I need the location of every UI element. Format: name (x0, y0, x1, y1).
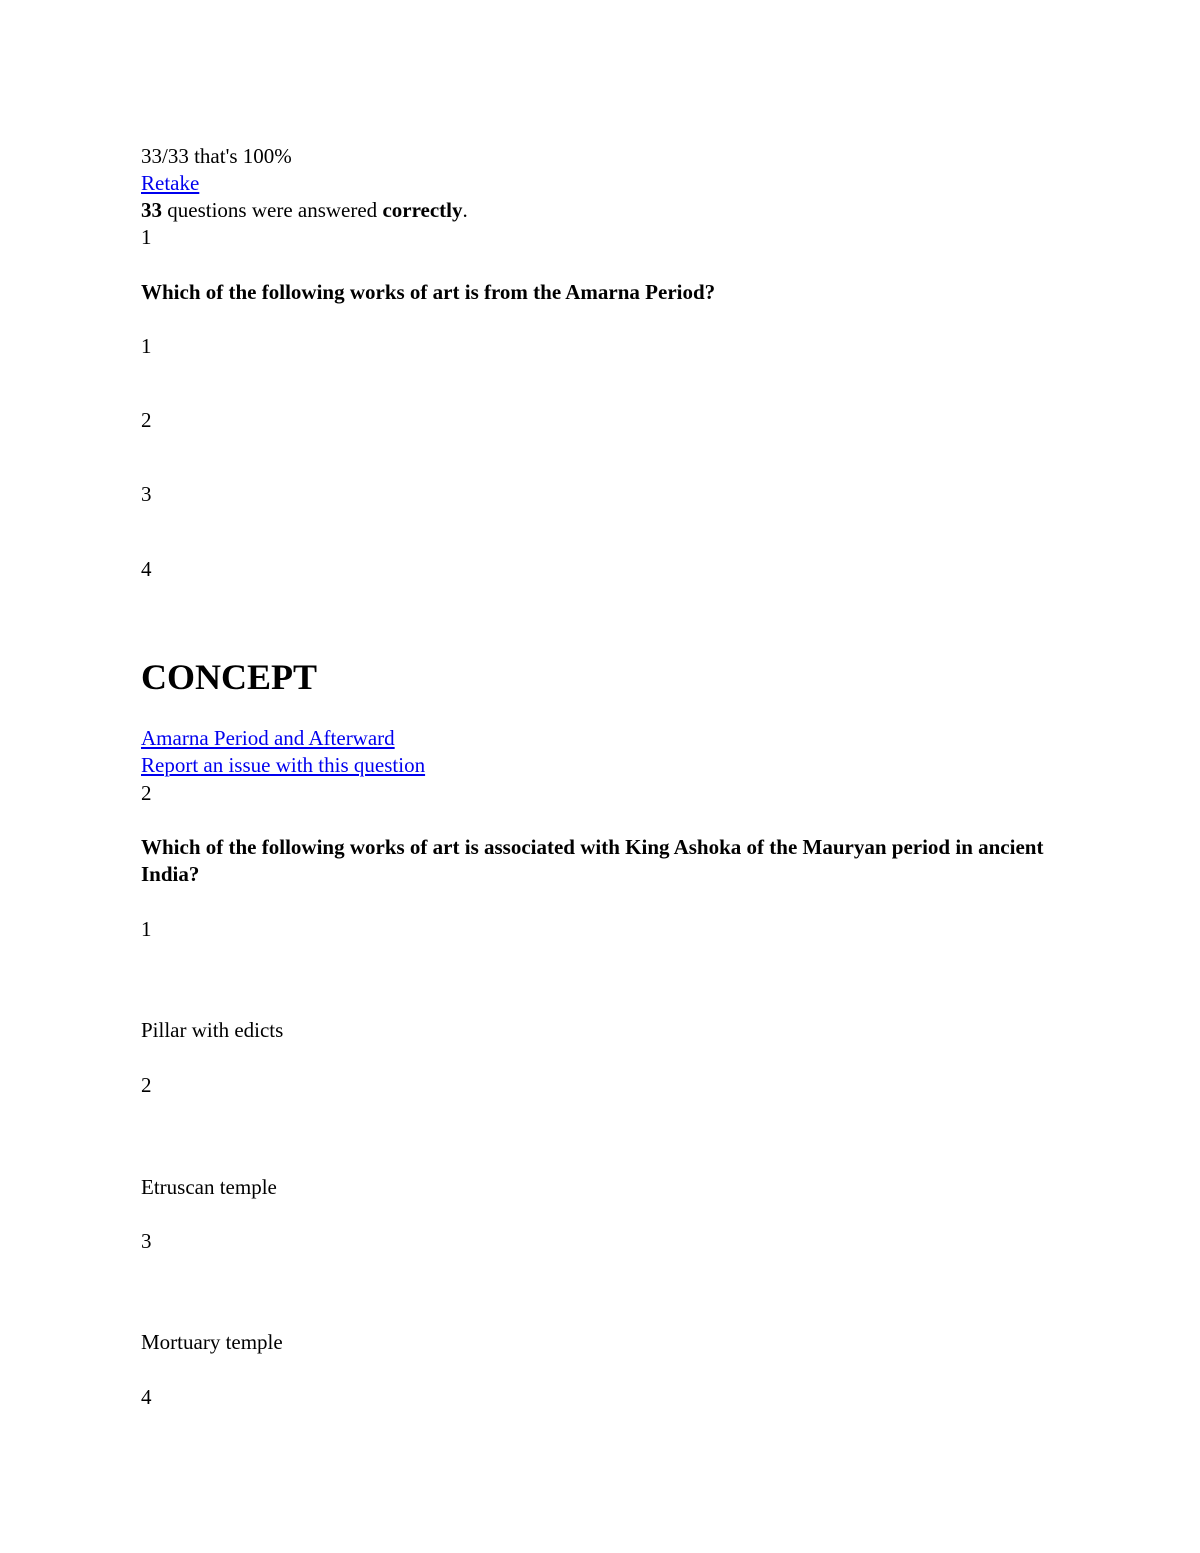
correct-end: . (462, 198, 468, 222)
concept-topic-wrap (141, 725, 395, 752)
question-2-option-1-number[interactable]: 1 (141, 917, 152, 941)
question-2-option-3-label[interactable]: Mortuary temple (141, 1330, 283, 1354)
question-1-option-1[interactable]: 1 (141, 334, 152, 358)
retake-link-wrap (141, 170, 199, 197)
score-summary: 33/33 that's 100% (141, 144, 292, 168)
report-issue-wrap (141, 752, 425, 779)
question-1-option-2[interactable]: 2 (141, 408, 152, 432)
question-1-option-4[interactable]: 4 (141, 557, 152, 581)
question-1-text: Which of the following works of art is from the Amarna Period? (141, 280, 716, 304)
retake-link[interactable]: Retake (141, 171, 200, 195)
question-1-number: 1 (141, 225, 152, 249)
concept-heading: CONCEPT (141, 657, 318, 697)
report-issue-link[interactable]: Report an issue with this question (141, 753, 426, 777)
concept-topic-link[interactable]: Amarna Period and Afterward (141, 726, 395, 750)
correct-word: correctly (382, 198, 463, 222)
question-2-option-2-label[interactable]: Etruscan temple (141, 1175, 277, 1199)
question-2-text: Which of the following works of art is associated with King Ashoka of the Mauryan period in ancient India? (141, 835, 1044, 886)
correct-middle: questions were answered (162, 198, 383, 222)
question-2-option-2-number[interactable]: 2 (141, 1073, 152, 1097)
correct-count: 33 (141, 198, 162, 222)
question-2-option-3-number[interactable]: 3 (141, 1229, 152, 1253)
question-2-option-1-label[interactable]: Pillar with edicts (141, 1018, 284, 1042)
question-2-number: 2 (141, 781, 152, 805)
question-1-option-3[interactable]: 3 (141, 482, 152, 506)
correct-summary (141, 197, 468, 224)
question-2-option-4-number[interactable]: 4 (141, 1385, 152, 1409)
